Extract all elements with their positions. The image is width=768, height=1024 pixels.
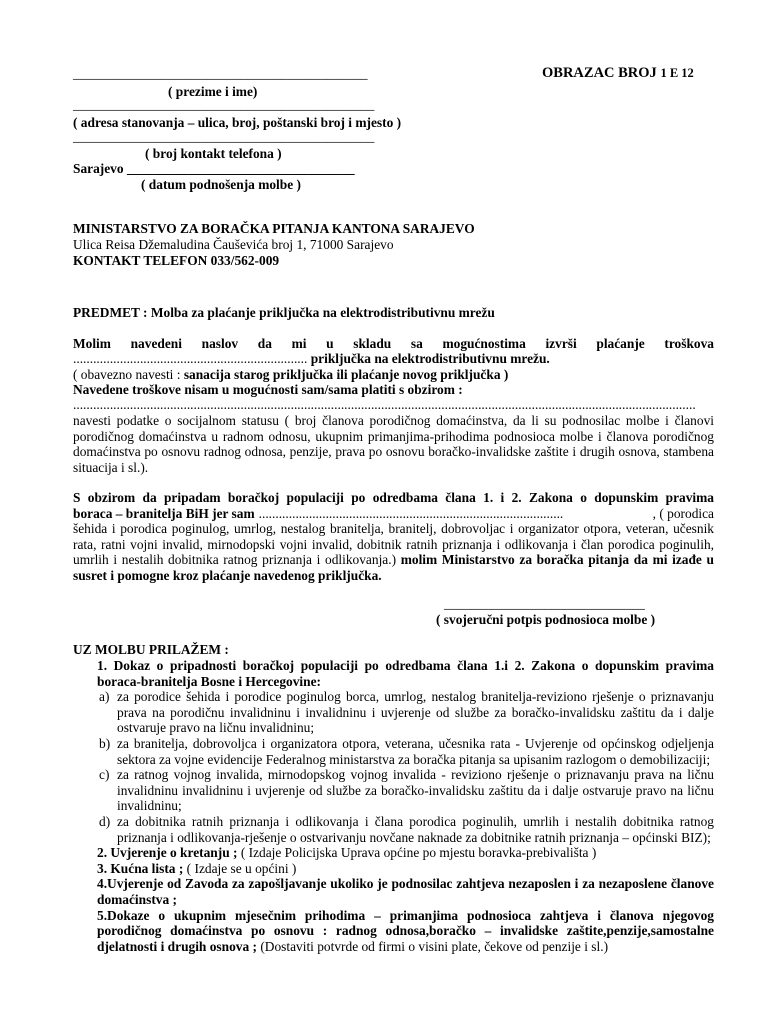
request-line-1: Molim navedeni naslov da mi u skladu sa mogućnostima izvrši plaćanje troškova (73, 336, 714, 351)
population-claim: boraca – branitelja BiH jer sam (73, 505, 255, 521)
city-prefix: Sarajevo (73, 161, 124, 176)
item-5-note: (Dostaviti potvrde od firmi o visini plate, čekove od penzije i sl.) (260, 938, 609, 954)
item-5-title: 5.Dokaze o ukupnim mjesečnim prihodima – primanjima podnosioca zahtjeva i članova njegovog porodičnog domaćinstva po osnovu : radnog odnosa,boračko – invalidske zaštite,penzije,samostalne djelatnosti i drugih osnova ; (97, 907, 714, 954)
sub-item-b (73, 736, 714, 767)
attachment-item-1: 1. Dokaz o pripadnosti boračkoj populaciji po odredbama člana 1.i 2. Zakona o dopunskim pravima boraca-branitelja Bosne i Hercegovine: (97, 658, 714, 689)
attachments-heading: UZ MOLBU PRILAŽEM : (73, 642, 229, 657)
form-number-value: 1 E 12 (660, 66, 694, 80)
attachments-list (73, 658, 714, 954)
request-dots: ...................................................................... (73, 351, 308, 366)
dotted-fill-line: .......................................................................................................................................................................................... (73, 397, 696, 412)
population-categories (73, 521, 714, 583)
request-line-2 (73, 351, 550, 367)
population-description: šehida i porodica poginulog, umrlog, nestalog branitelja, branitelj, dobrovoljac i organizator otpora, veteran, učesnik rata, ratni vojni invalid, mirnodopski vojni invalid, dobitnik ratnih priznanja i odlikovanja i član porodica poginulih, umrlih i nestalih dobitnika ratnog priznanja i odlikovanja.) (73, 521, 714, 568)
signature-underline: ______________________________ (444, 596, 645, 611)
sub-item-text: za porodice šehida i porodice poginulog borca, umrlog, nestalog branitelja-reviziono rješenje o priznavanju prava na porodičnu invalidninu i invalidninu i uvjerenje od službe za boračko-invalidsku zaštitu da i dalje ostvaruje pravo na ličnu invalidninu; (117, 689, 714, 736)
form-number-label: OBRAZAC BROJ (542, 65, 657, 81)
item-2-note: ( Izdaje Policijska Uprava općine po mjestu boravka-prebivališta ) (240, 845, 597, 861)
name-underline: ____________________________________________ (73, 66, 368, 81)
item-3-note: ( Izdaje se u općini ) (186, 860, 297, 876)
name-label: ( prezime i ime) (168, 84, 258, 99)
mandatory-note-prefix: ( obavezno navesti : (73, 367, 181, 382)
item-3-title: 3. Kućna lista ; (97, 860, 184, 876)
population-dots: ........................................................................................... (258, 505, 564, 521)
social-status-instruction: navesti podatke o socijalnom statusu ( broj članova porodičnog domaćinstva, da li su podnosilac molbe i članovi porodičnog domaćinstva u radnom odnosu, ukupnim primanjima-prihodima podnosioca molbe i članova porodičnog domaćinstva po osnovu radnog odnosa, penzije, prava po osnovu boračko-invalidske zaštite i drugih osnova, stambena situacija i sl.). (73, 413, 714, 475)
address-underline: _____________________________________________ (73, 97, 375, 112)
ministry-name: MINISTARSTVO ZA BORAČKA PITANJA KANTONA SARAJEVO (73, 221, 475, 236)
sub-item-marker: d) (99, 813, 111, 829)
population-paragraph (73, 490, 714, 584)
sub-item-text: za branitelja, dobrovoljca i organizatora otpora, veterana, učesnika rata - Uvjerenje od općinskog odjeljenja sektora za vojne evidencije Federalnog ministarstva za boračka pitanja sa upisanim razlogom o demobilizaciji; (117, 735, 714, 767)
subject-line: PREDMET : Molba za plaćanje priključka na elektrodistributivnu mrežu (73, 305, 495, 320)
address-label: ( adresa stanovanja – ulica, broj, poštanski broj i mjesto ) (73, 115, 402, 130)
sub-item-d (73, 814, 714, 845)
sub-item-marker: c) (99, 767, 110, 783)
ministry-address: Ulica Reisa Džemaludina Čauševića broj 1, 71000 Sarajevo (73, 237, 394, 252)
attachment-item-2 (73, 845, 714, 861)
ministry-phone: KONTAKT TELEFON 033/562-009 (73, 253, 280, 268)
population-request: molim Ministarstvo za boračka pitanja da mi izađe u susret i pomogne kroz plaćanje navedenog priključka. (73, 552, 714, 583)
attachment-sub-list (73, 689, 714, 845)
mandatory-note-options: sanacija starog priključka ili plaćanje novog priključka ) (183, 367, 509, 382)
population-line-1: S obzirom da pripadam boračkoj populaciji po odredbama člana 1. i 2. Zakona o dopunskim pravima (73, 490, 714, 505)
attachment-item-3 (73, 861, 714, 877)
sub-item-marker: a) (99, 689, 110, 705)
sub-item-a (73, 689, 714, 736)
date-underline: __________________________________ (126, 161, 355, 176)
city-date-line (73, 161, 355, 177)
cost-statement: Navedene troškove nisam u mogućnosti sam/sama platiti s obzirom : (73, 382, 463, 397)
request-connection: priključka na elektrodistributivnu mrežu. (310, 351, 550, 366)
sub-item-marker: b) (99, 735, 111, 751)
mandatory-note (73, 367, 508, 383)
sub-item-c (73, 767, 714, 814)
sub-item-text: za ratnog vojnog invalida, mirnodopskog vojnog invalida - reviziono rješenje o priznavanju prava na ličnu invalidninu invalidninu i uvjerenje od službe za boračko-invalidsku zaštitu da i dalje ostvaruje pravo na ličnu invalidninu; (117, 767, 714, 814)
attachment-item-4: 4.Uvjerenje od Zavoda za zapošljavanje ukoliko je podnosilac zahtjeva nezaposlen i za nezaposlene članove domaćinstva ; (97, 876, 714, 907)
form-number (542, 66, 694, 82)
date-label: ( datum podnošenja molbe ) (141, 177, 301, 192)
population-line-2 (73, 506, 714, 522)
phone-label: ( broj kontakt telefona ) (145, 146, 282, 161)
item-2-title: 2. Uvjerenje o kretanju ; (97, 845, 238, 861)
sub-item-text: za dobitnika ratnih priznanja i odlikovanja i člana porodica poginulih, umrlih i nestalih dobitnika ratnog priznanja i odlikovanja-rješenje o ostvarivanju novčane naknade za dobitnike ratnih priznanja – općinski BIZ); (117, 813, 714, 845)
attachment-item-5 (73, 908, 714, 955)
signature-label: ( svojeručni potpis podnosioca molbe ) (436, 612, 656, 627)
population-open-paren: , ( porodica (652, 505, 714, 521)
phone-underline: _____________________________________________ (73, 129, 375, 144)
